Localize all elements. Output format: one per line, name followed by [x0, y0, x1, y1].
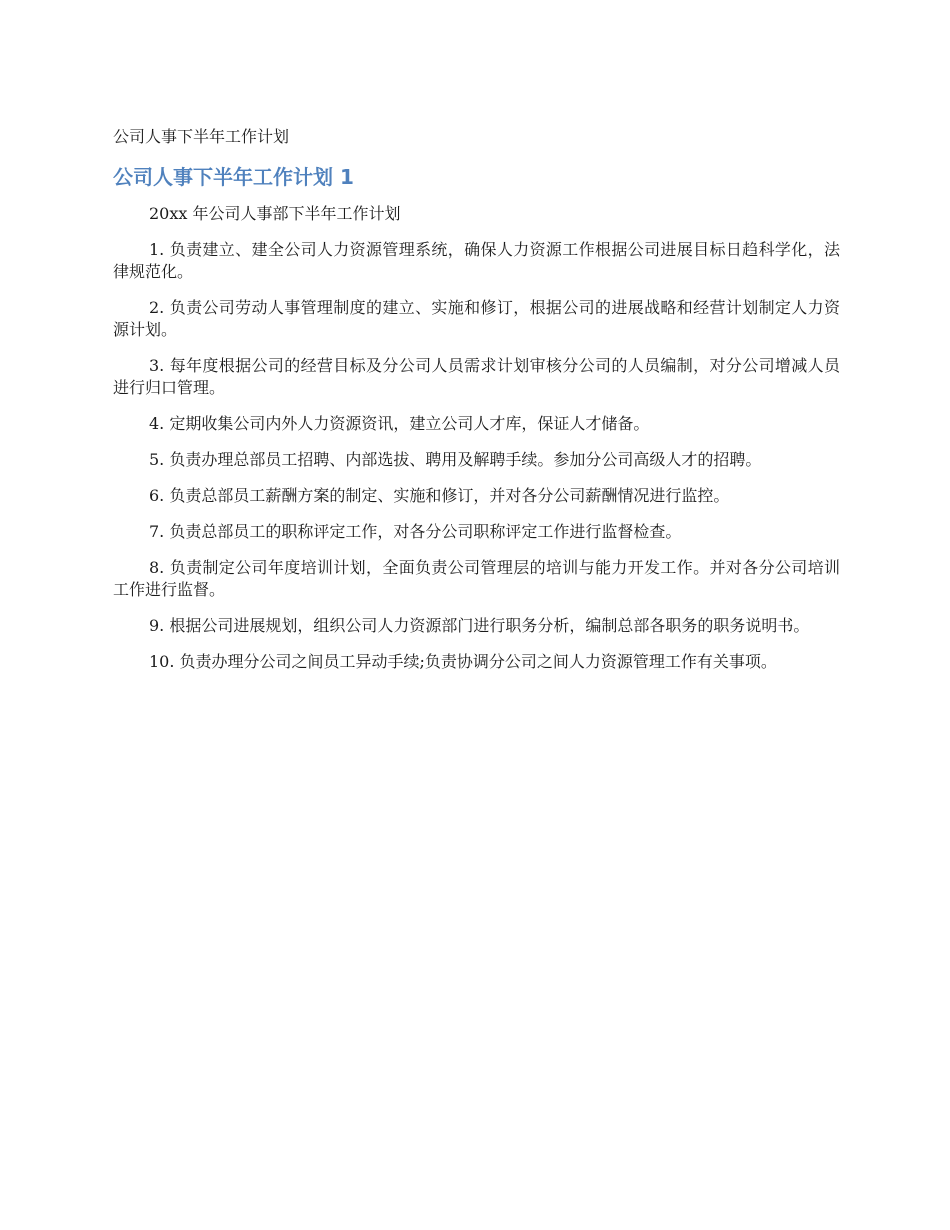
- paragraph-item-9: 9. 根据公司进展规划，组织公司人力资源部门进行职务分析，编制总部各职务的职务说明书。: [149, 616, 810, 635]
- paragraph-item-6: 6. 负责总部员工薪酬方案的制定、实施和修订，并对各分公司薪酬情况进行监控。: [149, 486, 730, 505]
- paragraph-item-10: 10. 负责办理分公司之间员工异动手续;负责协调分公司之间人力资源管理工作有关事项。: [149, 652, 777, 671]
- paragraph-intro: 20xx 年公司人事部下半年工作计划: [149, 204, 401, 223]
- paragraph-item-7: 7. 负责总部员工的职称评定工作，对各分公司职称评定工作进行监督检查。: [149, 522, 682, 541]
- document-body: [113, 203, 840, 687]
- paragraph-item-3: 3. 每年度根据公司的经营目标及分公司人员需求计划审核分公司的人员编制，对分公司增减人员进行归口管理。: [113, 356, 840, 397]
- paragraph-item-8: 8. 负责制定公司年度培训计划，全面负责公司管理层的培训与能力开发工作。并对各分公司培训工作进行监督。: [113, 558, 840, 599]
- paragraph-item-4: 4. 定期收集公司内外人力资源资讯，建立公司人才库，保证人才储备。: [149, 414, 650, 433]
- section-heading: 公司人事下半年工作计划 1: [113, 165, 354, 189]
- paragraph-item-2: 2. 负责公司劳动人事管理制度的建立、实施和修订，根据公司的进展战略和经营计划制定人力资源计划。: [113, 298, 840, 339]
- paragraph-item-1: 1. 负责建立、建全公司人力资源管理系统，确保人力资源工作根据公司进展目标日趋科学化，法律规范化。: [113, 240, 840, 281]
- document-title: 公司人事下半年工作计划: [113, 127, 290, 146]
- paragraph-item-5: 5. 负责办理总部员工招聘、内部选拔、聘用及解聘手续。参加分公司高级人才的招聘。: [149, 450, 762, 469]
